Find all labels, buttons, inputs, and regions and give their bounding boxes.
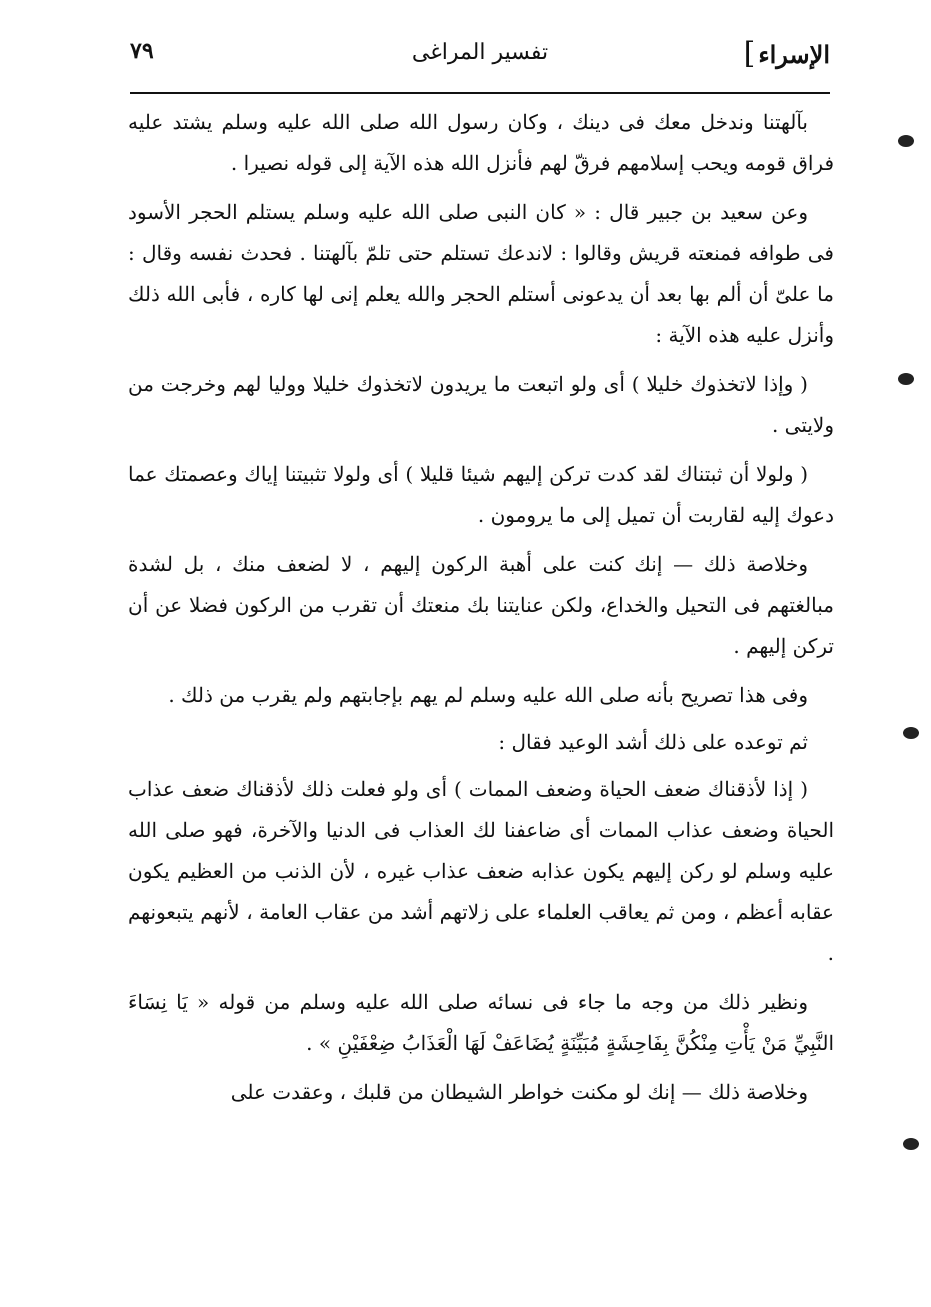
paragraph: ( ولولا أن ثبتناك لقد كدت تركن إليهم شيئا قليلا ) أى ولولا تثبيتنا إياك وعصمتك عما دعوك إليه لقاربت أن تميل إلى ما يرومون . bbox=[128, 462, 834, 527]
paragraph: ثم توعده على ذلك أشد الوعيد فقال : bbox=[498, 730, 808, 754]
running-head-book-title: تفسير المراغى bbox=[411, 40, 549, 65]
binding-hole-mark bbox=[903, 727, 919, 739]
binding-hole-mark bbox=[898, 135, 914, 147]
paragraph: وعن سعيد بن جبير قال : « كان النبى صلى الله عليه وسلم يستلم الحجر الأسود فى طوافه فمنعته قريش وقالوا : لاندعك تستلم حتى تلمّ بآلهتنا . فحدث نفسه وقال : ما علىّ أن ألم بها بعد أن يدعونى أستلم الحجر والله يعلم إنى لها كاره ، فأبى الله ذلك وأنزل عليه هذه الآية : bbox=[128, 200, 834, 347]
binding-hole-mark bbox=[903, 1138, 919, 1150]
paragraph: ( وإذا لاتخذوك خليلا ) أى ولو اتبعت ما يريدون لاتخذوك خليلا ووليا لهم وخرجت من ولايتى . bbox=[128, 372, 834, 437]
paragraph: وخلاصة ذلك — إنك لو مكنت خواطر الشيطان من قلبك ، وعقدت على bbox=[230, 1080, 808, 1104]
paragraph: ونظير ذلك من وجه ما جاء فى نسائه صلى الله عليه وسلم من قوله « يَا نِسَاءَ النَّبِيِّ مَنْ يَأْتِ مِنْكُنَّ بِفَاحِشَةٍ مُبَيِّنَةٍ يُضَاعَفْ لَهَا الْعَذَابُ ضِعْفَيْنِ » . bbox=[128, 990, 834, 1055]
paragraph: ( إذا لأذقناك ضعف الحياة وضعف الممات ) أى ولو فعلت ذلك لأذقناك ضعف عذاب الحياة وضعف عذاب الممات أى ضاعفنا لك العذاب فى الدنيا والآخرة، فهو صلى الله عليه وسلم لو ركن إليهم يكون عذابه ضعف عذاب غيره ، لأن الذنب من العظيم يكون عقابه أعظم ، ومن ثم يعاقب العلماء على زلاتهم أشد من عقاب العامة ، لأنهم يتبعونهم . bbox=[128, 777, 834, 965]
page-header bbox=[130, 30, 830, 90]
paragraph: بآلهتنا وندخل معك فى دينك ، وكان رسول الله صلى الله عليه وسلم يشتد عليه فراق قومه ويحب إسلامهم فرقّ لهم فأنزل الله هذه الآية إلى قوله نصيرا . bbox=[128, 110, 834, 175]
paragraph: وفى هذا تصريح بأنه صلى الله عليه وسلم لم يهم بإجابتهم ولم يقرب من ذلك . bbox=[168, 683, 808, 707]
page-body bbox=[128, 102, 834, 1121]
binding-hole-mark bbox=[898, 373, 914, 385]
page-number: ٧٩ bbox=[130, 38, 154, 64]
surah-name: الإسراء bbox=[758, 40, 830, 69]
paragraph: وخلاصة ذلك — إنك كنت على أهبة الركون إليهم ، لا لضعف منك ، بل لشدة مبالغتهم فى التحيل والخداع، ولكن عنايتنا بك منعتك أن تقرب من الركون فضلا عن أن تركن إليهم . bbox=[128, 552, 834, 658]
surah-bracket: ] bbox=[743, 36, 756, 71]
header-divider bbox=[130, 92, 830, 94]
